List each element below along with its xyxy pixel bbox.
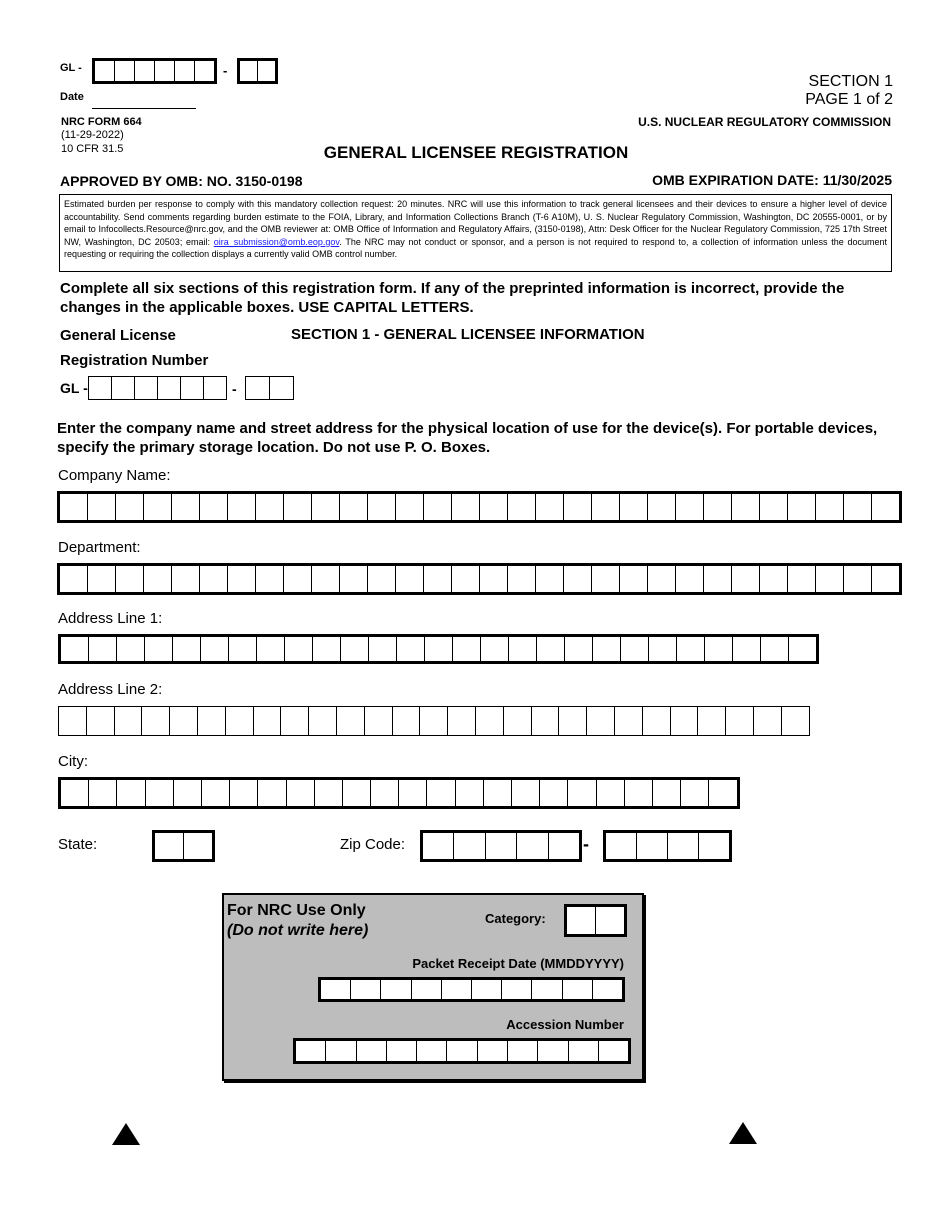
char-box[interactable] — [183, 832, 213, 860]
char-box[interactable] — [308, 706, 337, 736]
char-box[interactable] — [536, 636, 565, 662]
char-box[interactable] — [591, 493, 620, 521]
char-box[interactable] — [451, 493, 480, 521]
agency-name: U.S. NUCLEAR REGULATORY COMMISSION — [638, 115, 891, 129]
digit-box[interactable] — [134, 376, 158, 400]
char-box[interactable] — [426, 779, 455, 807]
zip-dash: - — [583, 834, 589, 854]
zip-extension-boxes[interactable] — [603, 830, 732, 862]
char-box[interactable] — [199, 493, 228, 521]
char-box[interactable] — [539, 779, 568, 807]
char-box[interactable] — [144, 636, 173, 662]
char-box[interactable] — [201, 779, 230, 807]
zip-label: Zip Code: — [340, 836, 406, 853]
char-box[interactable] — [395, 493, 424, 521]
char-box[interactable] — [725, 706, 754, 736]
digit-box[interactable] — [245, 376, 270, 400]
triangle-marker-icon — [729, 1122, 757, 1144]
char-box[interactable] — [636, 832, 668, 860]
digit-box[interactable] — [157, 376, 181, 400]
char-box[interactable] — [58, 706, 87, 736]
char-box[interactable] — [422, 832, 454, 860]
char-box[interactable] — [312, 636, 341, 662]
char-box[interactable] — [199, 565, 228, 593]
gl-number-boxes[interactable] — [88, 376, 227, 400]
address-line2-label: Address Line 2: — [58, 681, 163, 698]
char-box[interactable] — [564, 636, 593, 662]
char-box[interactable] — [511, 779, 540, 807]
char-box[interactable] — [115, 565, 144, 593]
char-box[interactable] — [255, 493, 284, 521]
omb-expiration: OMB EXPIRATION DATE: 11/30/2025 — [652, 172, 892, 188]
char-box[interactable] — [453, 832, 485, 860]
char-box — [562, 979, 593, 1000]
char-box — [386, 1040, 417, 1062]
state-label: State: — [58, 836, 98, 853]
char-box[interactable] — [367, 565, 396, 593]
char-box[interactable] — [368, 636, 397, 662]
char-box[interactable] — [507, 565, 536, 593]
char-box[interactable] — [788, 636, 817, 662]
address-instructions: Enter the company name and street address for the physical location of use for the device(s). For portable devices, specify the primary storage location. Do not use P. O. Boxes. — [57, 420, 878, 456]
char-box[interactable] — [253, 706, 282, 736]
char-box[interactable] — [508, 636, 537, 662]
char-box[interactable] — [419, 706, 448, 736]
digit-box[interactable] — [114, 60, 135, 82]
char-box[interactable] — [451, 565, 480, 593]
char-box — [598, 1040, 629, 1062]
char-box[interactable] — [227, 565, 256, 593]
char-box[interactable] — [200, 636, 229, 662]
char-box — [411, 979, 442, 1000]
zip-code-boxes[interactable] — [420, 830, 582, 862]
char-box[interactable] — [703, 565, 732, 593]
char-box[interactable] — [255, 565, 284, 593]
digit-box[interactable] — [180, 376, 204, 400]
company-name-boxes[interactable] — [57, 491, 902, 523]
char-box[interactable] — [535, 493, 564, 521]
char-box[interactable] — [339, 565, 368, 593]
char-box[interactable] — [596, 779, 625, 807]
char-box[interactable] — [228, 636, 257, 662]
char-box[interactable] — [592, 636, 621, 662]
header-gl-dash: - — [223, 63, 228, 78]
char-box[interactable] — [171, 565, 200, 593]
char-box[interactable] — [367, 493, 396, 521]
char-box[interactable] — [340, 636, 369, 662]
digit-box[interactable] — [257, 60, 276, 82]
page-title: GENERAL LICENSEE REGISTRATION — [323, 143, 629, 162]
address-line2-boxes[interactable] — [58, 706, 810, 736]
char-box[interactable] — [483, 779, 512, 807]
char-box[interactable] — [116, 779, 145, 807]
digit-box[interactable] — [111, 376, 135, 400]
char-box[interactable] — [731, 565, 760, 593]
department-label: Department: — [58, 539, 141, 556]
char-box[interactable] — [680, 779, 709, 807]
char-box[interactable] — [423, 565, 452, 593]
header-gl-suffix-boxes[interactable] — [237, 58, 278, 84]
char-box[interactable] — [871, 565, 900, 593]
char-box[interactable] — [227, 493, 256, 521]
char-box[interactable] — [173, 779, 202, 807]
char-box[interactable] — [423, 493, 452, 521]
char-box[interactable] — [697, 706, 726, 736]
char-box[interactable] — [787, 493, 816, 521]
char-box[interactable] — [667, 832, 699, 860]
city-label: City: — [58, 753, 88, 770]
char-box — [592, 979, 623, 1000]
char-box[interactable] — [479, 565, 508, 593]
digit-box[interactable] — [239, 60, 258, 82]
char-box[interactable] — [516, 832, 548, 860]
char-box — [295, 1040, 326, 1062]
char-box[interactable] — [619, 565, 648, 593]
char-box — [356, 1040, 387, 1062]
section-number: SECTION 1 — [808, 73, 893, 90]
char-box[interactable] — [731, 493, 760, 521]
char-box[interactable] — [225, 706, 254, 736]
char-box[interactable] — [392, 706, 421, 736]
category-label: Category: — [485, 911, 546, 926]
digit-box[interactable] — [134, 60, 155, 82]
address-line1-boxes[interactable] — [58, 634, 819, 664]
char-box[interactable] — [86, 706, 115, 736]
char-box[interactable] — [172, 636, 201, 662]
char-box[interactable] — [475, 706, 504, 736]
date-line[interactable] — [92, 108, 196, 109]
char-box[interactable] — [760, 636, 789, 662]
state-boxes[interactable] — [152, 830, 215, 862]
section-title: SECTION 1 - GENERAL LICENSEE INFORMATION — [291, 326, 645, 343]
form-number: NRC FORM 664 — [61, 116, 142, 128]
char-box — [568, 1040, 599, 1062]
char-box[interactable] — [759, 565, 788, 593]
gl-heading-line2: Registration Number — [60, 352, 209, 369]
char-box[interactable] — [479, 493, 508, 521]
department-boxes[interactable] — [57, 563, 902, 595]
char-box[interactable] — [871, 493, 900, 521]
char-box[interactable] — [60, 636, 89, 662]
char-box[interactable] — [647, 565, 676, 593]
digit-box[interactable] — [269, 376, 294, 400]
instructions: Complete all six sections of this registration form. If any of the preprinted information is incorrect, provide the changes in the applicable boxes. USE CAPITAL LETTERS. — [60, 280, 845, 316]
gl-suffix-boxes[interactable] — [245, 376, 294, 400]
char-box[interactable] — [648, 636, 677, 662]
form-date: (11-29-2022) — [61, 129, 124, 141]
char-box[interactable] — [753, 706, 782, 736]
char-box[interactable] — [396, 636, 425, 662]
char-box[interactable] — [732, 636, 761, 662]
char-box[interactable] — [141, 706, 170, 736]
company-name-label: Company Name: — [58, 467, 171, 484]
gl-heading-line1: General License — [60, 327, 176, 344]
char-box[interactable] — [815, 493, 844, 521]
address-line1-label: Address Line 1: — [58, 610, 163, 627]
char-box[interactable] — [197, 706, 226, 736]
char-box[interactable] — [619, 493, 648, 521]
char-box[interactable] — [652, 779, 681, 807]
char-box[interactable] — [675, 493, 704, 521]
digit-box[interactable] — [88, 376, 112, 400]
char-box[interactable] — [567, 779, 596, 807]
char-box[interactable] — [759, 493, 788, 521]
char-box[interactable] — [283, 493, 312, 521]
char-box[interactable] — [284, 636, 313, 662]
char-box[interactable] — [620, 636, 649, 662]
char-box[interactable] — [485, 832, 517, 860]
char-box[interactable] — [642, 706, 671, 736]
page-number: PAGE 1 of 2 — [805, 91, 893, 108]
char-box[interactable] — [314, 779, 343, 807]
char-box[interactable] — [591, 565, 620, 593]
burden-text-end: . The NRC may not conduct or sponsor, and a person is not required to respond to, a collection of information unless the document requesting or requiring the collection displays a currently valid OMB control number. — [64, 236, 887, 260]
cfr-reference: 10 CFR 31.5 — [61, 143, 124, 155]
char-box — [471, 979, 502, 1000]
char-box[interactable] — [143, 565, 172, 593]
char-box[interactable] — [614, 706, 643, 736]
char-box[interactable] — [698, 832, 730, 860]
char-box[interactable] — [339, 493, 368, 521]
char-box — [507, 1040, 538, 1062]
nrc-use-title: For NRC Use Only — [227, 902, 366, 919]
char-box — [531, 979, 562, 1000]
nrc-use-only-panel — [222, 893, 644, 1081]
char-box[interactable] — [311, 493, 340, 521]
char-box[interactable] — [87, 565, 116, 593]
char-box[interactable] — [87, 493, 116, 521]
char-box[interactable] — [280, 706, 309, 736]
char-box — [320, 979, 351, 1000]
char-box[interactable] — [704, 636, 733, 662]
gl-number-label: GL - — [60, 380, 88, 396]
char-box[interactable] — [781, 706, 810, 736]
city-boxes[interactable] — [58, 777, 740, 809]
char-box — [477, 1040, 508, 1062]
burden-text: Estimated burden per response to comply with this mandatory collection request: 20 minutes. NRC will use this information to track general licensees and their devices to ensure a higher level of device accountability. Send comments regarding burden estimate to the FOIA, Library, and Information Collections Branch (T-6 A10M), U. S. Nuclear Regulatory Commission, Washington, DC 20555-0001, or by email to Infocollects.Resource@nrc.gov, and the OMB reviewer at: OMB Office of Information and Regulatory Affairs, (3150-0198), Attn: Desk Officer for the Nuclear Regulatory Commission, 725 17th Street NW, Washington, DC 20503; email: — [64, 199, 887, 247]
char-box — [537, 1040, 568, 1062]
digit-box[interactable] — [203, 376, 227, 400]
char-box[interactable] — [229, 779, 258, 807]
char-box[interactable] — [283, 565, 312, 593]
char-box[interactable] — [143, 493, 172, 521]
char-box[interactable] — [531, 706, 560, 736]
packet-receipt-label: Packet Receipt Date (MMDDYYYY) — [412, 956, 624, 971]
char-box[interactable] — [787, 565, 816, 593]
char-box — [325, 1040, 356, 1062]
char-box[interactable] — [364, 706, 393, 736]
char-box[interactable] — [169, 706, 198, 736]
char-box — [501, 979, 532, 1000]
char-box[interactable] — [843, 493, 872, 521]
char-box[interactable] — [256, 636, 285, 662]
char-box[interactable] — [60, 779, 89, 807]
char-box — [446, 1040, 477, 1062]
char-box[interactable] — [257, 779, 286, 807]
omb-approval: APPROVED BY OMB: NO. 3150-0198 — [60, 173, 303, 189]
char-box[interactable] — [676, 636, 705, 662]
char-box[interactable] — [370, 779, 399, 807]
char-box[interactable] — [843, 565, 872, 593]
char-box[interactable] — [88, 636, 117, 662]
category-boxes — [564, 904, 627, 937]
digit-box[interactable] — [174, 60, 195, 82]
char-box[interactable] — [154, 832, 184, 860]
char-box[interactable] — [503, 706, 532, 736]
char-box[interactable] — [548, 832, 580, 860]
char-box[interactable] — [286, 779, 315, 807]
char-box — [416, 1040, 447, 1062]
burden-statement — [59, 194, 892, 272]
char-box[interactable] — [558, 706, 587, 736]
char-box[interactable] — [59, 493, 88, 521]
char-box[interactable] — [670, 706, 699, 736]
char-box[interactable] — [398, 779, 427, 807]
char-box[interactable] — [336, 706, 365, 736]
char-box[interactable] — [88, 779, 117, 807]
char-box[interactable] — [452, 636, 481, 662]
packet-receipt-date-boxes — [318, 977, 625, 1002]
char-box[interactable] — [114, 706, 143, 736]
char-box[interactable] — [605, 832, 637, 860]
char-box[interactable] — [535, 565, 564, 593]
header-gl-number-boxes[interactable] — [92, 58, 217, 84]
char-box[interactable] — [507, 493, 536, 521]
char-box[interactable] — [447, 706, 476, 736]
digit-box[interactable] — [94, 60, 115, 82]
char-box[interactable] — [815, 565, 844, 593]
char-box[interactable] — [563, 493, 592, 521]
char-box — [441, 979, 472, 1000]
char-box[interactable] — [116, 636, 145, 662]
char-box — [350, 979, 381, 1000]
char-box — [380, 979, 411, 1000]
char-box[interactable] — [675, 565, 704, 593]
char-box[interactable] — [424, 636, 453, 662]
digit-box[interactable] — [194, 60, 215, 82]
gl-number-dash: - — [232, 381, 237, 397]
char-box[interactable] — [171, 493, 200, 521]
char-box[interactable] — [342, 779, 371, 807]
digit-box[interactable] — [154, 60, 175, 82]
char-box[interactable] — [480, 636, 509, 662]
char-box[interactable] — [395, 565, 424, 593]
char-box — [566, 906, 596, 935]
char-box — [595, 906, 625, 935]
char-box[interactable] — [703, 493, 732, 521]
nrc-use-subtitle: (Do not write here) — [227, 922, 369, 939]
char-box[interactable] — [708, 779, 737, 807]
char-box[interactable] — [624, 779, 653, 807]
char-box[interactable] — [115, 493, 144, 521]
char-box[interactable] — [563, 565, 592, 593]
omb-email-link[interactable]: oira_submission@omb.eop.gov — [213, 236, 340, 247]
char-box[interactable] — [145, 779, 174, 807]
char-box[interactable] — [647, 493, 676, 521]
triangle-marker-icon — [112, 1123, 140, 1145]
char-box[interactable] — [59, 565, 88, 593]
char-box[interactable] — [311, 565, 340, 593]
date-label: Date — [60, 91, 84, 103]
accession-number-label: Accession Number — [506, 1017, 624, 1032]
accession-number-boxes — [293, 1038, 631, 1064]
char-box[interactable] — [586, 706, 615, 736]
header-gl-label: GL - — [60, 62, 82, 74]
char-box[interactable] — [455, 779, 484, 807]
